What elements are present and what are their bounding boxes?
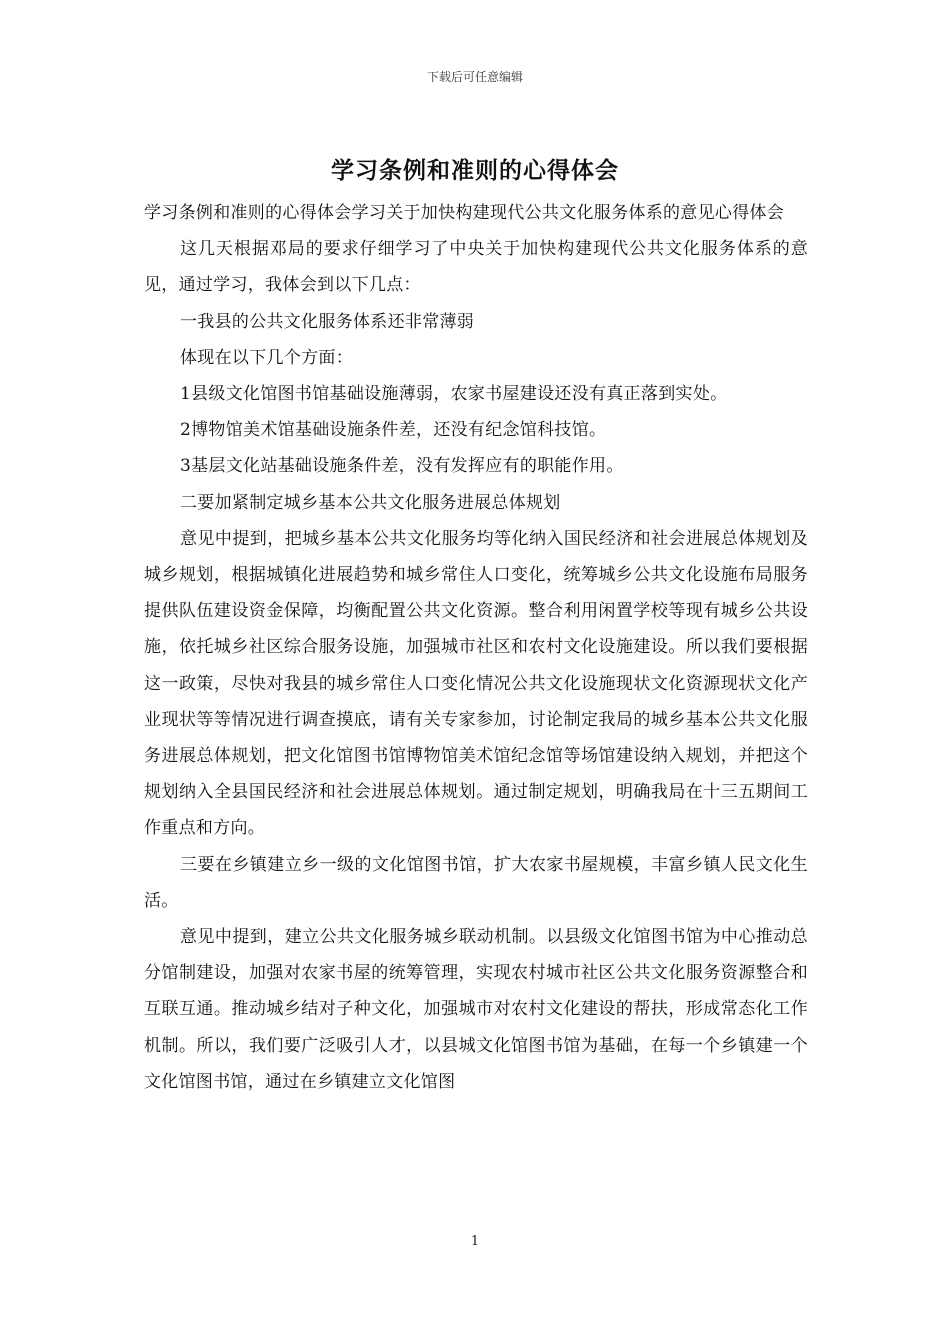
paragraph-intro: 学习条例和准则的心得体会学习关于加快构建现代公共文化服务体系的意见心得体会 — [144, 203, 785, 223]
paragraph: 体现在以下几个方面： — [180, 347, 353, 368]
section-heading-1: 一我县的公共文化服务体系还非常薄弱 — [180, 311, 475, 332]
document-title: 学习条例和准则的心得体会 — [331, 157, 619, 184]
header-note: 下载后可任意编辑 — [426, 70, 523, 84]
list-item: 1县级文化馆图书馆基础设施薄弱，农家书屋建设还没有真正落到实处。 — [180, 384, 728, 405]
list-item: 3基层文化站基础设施条件差，没有发挥应有的职能作用。 — [180, 456, 624, 477]
paragraph: 意见中提到，建立公共文化服务城乡联动机制。以县级文化馆图书馆为中心推动总分馆制建设，加强对农家书屋的统筹管理，实现农村城市社区公共文化服务资源整合和互联互通。推动城乡结对子种文化，加强城市对农村文化建设的帮扶，形成常态化工作机制。所以，我们要广泛吸引人才，以县城文化馆图书馆为基础，在每一个乡镇建一个文化馆图书馆，通过在乡镇建立文化馆图 — [144, 927, 808, 1092]
list-item: 2博物馆美术馆基础设施条件差，还没有纪念馆科技馆。 — [180, 420, 607, 441]
paragraph: 意见中提到，把城乡基本公共文化服务均等化纳入国民经济和社会进展总体规划及城乡规划，根据城镇化进展趋势和城乡常住人口变化，统筹城乡公共文化设施布局服务提供队伍建设资金保障，均衡配置公共文化资源。整合利用闲置学校等现有城乡公共设施，依托城乡社区综合服务设施，加强城市社区和农村文化设施建设。所以我们要根据这一政策，尽快对我县的城乡常住人口变化情况公共文化设施现状文化资源现状文化产业现状等等情况进行调查摸底，请有关专家参加，讨论制定我局的城乡基本公共文化服务进展总体规划，把文化馆图书馆博物馆美术馆纪念馆等场馆建设纳入规划，并把这个规划纳入全县国民经济和社会进展总体规划。通过制定规划，明确我局在十三五期间工作重点和方向。 — [144, 528, 808, 839]
section-heading-2: 二要加紧制定城乡基本公共文化服务进展总体规划 — [180, 492, 561, 513]
section-heading-3: 三要在乡镇建立乡一级的文化馆图书馆，扩大农家书屋规模，丰富乡镇人民文化生活。 — [144, 854, 808, 911]
document-body — [144, 195, 808, 1100]
page-number: 1 — [470, 1234, 480, 1249]
paragraph: 这几天根据邓局的要求仔细学习了中央关于加快构建现代公共文化服务体系的意见，通过学习，我体会到以下几点： — [144, 239, 808, 296]
